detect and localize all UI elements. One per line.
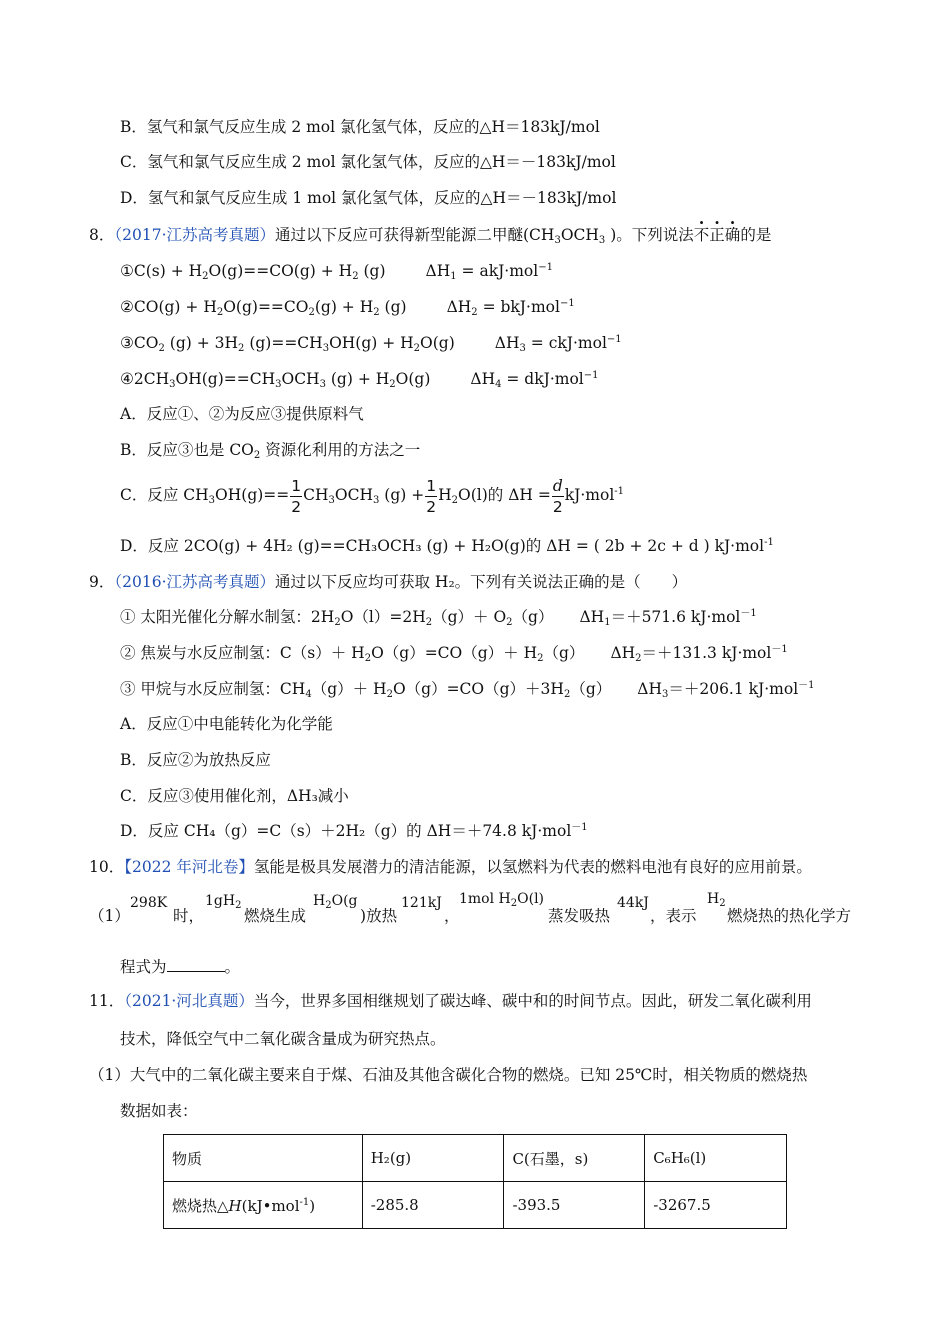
answer-blank[interactable] xyxy=(167,957,225,972)
stem-text: 氢能是极具发展潜力的清洁能源，以氢燃料为代表的燃料电池有良好的应用前景。 xyxy=(253,858,812,876)
text-burn: 燃烧生成 xyxy=(244,907,307,925)
q8-option-d: D．反应 2CO(g) + 4H₂ (g)==CH₃OCH₃ (g) + H₂O(g)的 ΔH = ( 2b + 2c + d ) kJ·mol$^{-1}$ xyxy=(120,537,774,555)
q7-option-d: D．氢气和氯气反应生成 1 mol 氯化氢气体，反应的△H＝－183kJ/mol xyxy=(120,189,617,207)
q10-answer-line: 程式为 。 xyxy=(120,958,241,976)
q8-option-a: A．反应①、②为反应③提供原料气 xyxy=(120,405,364,423)
table-header-cell: C₆H₆(l) xyxy=(645,1135,787,1182)
q11-part-1-line-1: （1）大气中的二氧化碳主要来自于煤、石油及其他含碳化合物的燃烧。已知 25℃时，相关物质的燃烧热 xyxy=(89,1066,808,1084)
temperature: 298K xyxy=(130,895,168,911)
q9-option-d: D．反应 CH₄（g）=C（s）＋2H₂（g）的 ΔH＝＋74.8 kJ·mol$^{-1}$ xyxy=(120,822,588,840)
question-10-stem xyxy=(89,857,812,877)
question-8-stem: 8．（2017·江苏高考真题）通过以下反应可获得新型能源二甲醚($CH_3OCH_3$ )。下列说法不正确的是 xyxy=(89,226,772,246)
q8-reaction-1: ①C(s) + $H_2O(g)==CO(g) + H_2$ (g) $\Delta H_1 = akJ\cdot mol^{-1}$ xyxy=(120,262,553,282)
water-liquid: 1mol $H_2O(l)$ xyxy=(459,891,545,909)
question-number: 11． xyxy=(89,992,125,1010)
q9-reaction-3: ③ 甲烷与水反应制氢：$CH_4(g)+ H_2O(g)=CO(g)+3H_2(g)$ $\Delta H_3=+206.1$ kJ·mol$^{-1}$ xyxy=(120,680,815,700)
stem-text: OCH xyxy=(560,226,599,244)
question-source: （2021·河北真题） xyxy=(124,992,254,1010)
stem-text: 通过以下反应可获得新型能源二甲醚(CH xyxy=(275,226,555,244)
question-number: 10． xyxy=(89,858,125,876)
text-express: ，表示 xyxy=(650,907,697,925)
q8-reaction-3: $③CO_2$ $(g) + 3H_2$ $(g)==CH_3OH(g) + H_2O(g) \Delta H_3 = ckJ\cdot mol^{-1}$ xyxy=(120,334,622,354)
q9-reaction-2: ② 焦炭与水反应制氢：$C(s)+ H_2O(g)=CO(g)+ H_2(g)$ $\Delta H_2=+131.3$ kJ·mol$^{-1}$ xyxy=(120,644,788,664)
question-11-stem xyxy=(89,991,812,1011)
question-9-stem xyxy=(89,572,687,592)
heat-121: 121kJ xyxy=(401,895,442,911)
q8-option-b: B．反应③也是 $CO_2$ 资源化利用的方法之一 xyxy=(120,441,421,461)
heat-44: 44kJ xyxy=(617,895,649,911)
question-number: 9． xyxy=(89,573,115,591)
question-number: 8． xyxy=(89,226,115,244)
text-combustion-heat: 燃烧热的热化学方 xyxy=(727,907,852,925)
stem-text: 当今，世界多国相继规划了碳达峰、碳中和的时间节点。因此，研发二氧化碳利用 xyxy=(253,992,812,1010)
q7-option-c: C．氢气和氯气反应生成 2 mol 氯化氢气体，反应的△H＝－183kJ/mol xyxy=(120,153,616,171)
stem-text: 的是 xyxy=(740,226,772,244)
text-shi: 时， xyxy=(173,907,205,925)
stem-text: )。下列说法 xyxy=(605,226,694,244)
q9-option-b: B．反应②为放热反应 xyxy=(120,751,271,769)
q7-option-b: B．氢气和氯气反应生成 2 mol 氯化氢气体，反应的△H＝183kJ/mol xyxy=(120,118,600,136)
h2-symbol: $H_2$ xyxy=(707,891,726,909)
table-header-cell: 物质 xyxy=(164,1135,363,1182)
question-source: 【2022 年河北卷】 xyxy=(124,858,254,876)
table-header-cell: H₂(g) xyxy=(362,1135,504,1182)
table-cell: -3267.5 xyxy=(645,1182,787,1229)
q9-option-c: C．反应③使用催化剂，ΔH₃减小 xyxy=(120,787,349,805)
fraction-half: $\frac{1}{2}$ xyxy=(291,476,302,516)
table-header-row xyxy=(164,1135,787,1182)
q11-part-1-line-2: 数据如表： xyxy=(120,1102,198,1120)
table-header-cell: C(石墨，s) xyxy=(504,1135,645,1182)
water-gas: $H_2O(g$ xyxy=(313,893,358,911)
q10-part-1: （1） xyxy=(89,907,130,925)
q9-option-a: A．反应①中电能转化为化学能 xyxy=(120,715,333,733)
fraction-half: $\frac{1}{2}$ xyxy=(426,476,437,516)
text-release: )放热 xyxy=(360,907,398,925)
text-evaporate: 蒸发吸热 xyxy=(548,907,611,925)
mass-h2: $1gH_2$ xyxy=(205,893,242,911)
table-row-label: 燃烧热△H(kJ•mol$^{-1}$) xyxy=(164,1182,363,1229)
fraction-d-half: $\frac{d}{2}$ xyxy=(552,476,563,516)
q11-stem-line-2: 技术，降低空气中二氧化碳含量成为研究热点。 xyxy=(120,1030,446,1048)
table-cell: -285.8 xyxy=(362,1182,504,1229)
stem-text: 通过以下反应均可获取 H₂。下列有关说法正确的是（ ） xyxy=(275,573,688,591)
question-source: （2016·江苏高考真题） xyxy=(114,573,275,591)
q9-reaction-1: ① 太阳光催化分解水制氢：$2H_2O(l)=2H_2(g)+ O_2(g)$ $\Delta H_1=+571.6$ kJ·mol$^{-1}$ xyxy=(120,608,757,628)
q8-reaction-4: $④2CH_3OH(g)==CH_3OCH_3$ $(g) + H_2O(g) \Delta H_4 = dkJ\cdot mol^{-1}$ xyxy=(120,370,599,390)
comma: ， xyxy=(444,907,460,925)
table-row xyxy=(164,1182,787,1229)
q8-reaction-2: ②CO(g) + $H_2O(g)==CO_2(g) + H_2$ (g) $\Delta H_2 = bkJ\cdot mol^{-1}$ xyxy=(120,298,575,318)
combustion-heat-table xyxy=(163,1134,787,1229)
question-source: （2017·江苏高考真题） xyxy=(114,226,275,244)
table-cell: -393.5 xyxy=(504,1182,645,1229)
q8-option-c: C．反应 $CH_3OH(g)==$ $\frac{1}{2}$ $CH_3OCH_3$ (g) + $\frac{1}{2}$ $H_2O(l)$的 ΔH = $\frac{d}{2}$ kJ·mol$^{-1}$ xyxy=(120,476,625,516)
emphasis-not-correct: 不正确 xyxy=(693,226,741,244)
